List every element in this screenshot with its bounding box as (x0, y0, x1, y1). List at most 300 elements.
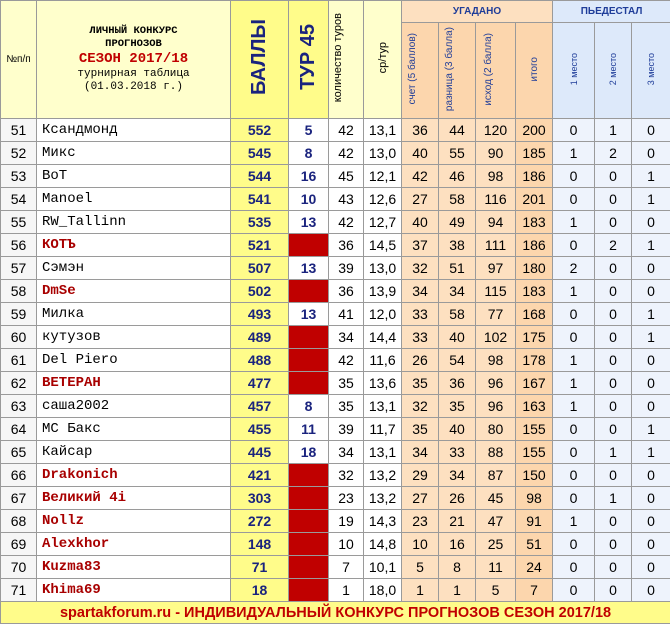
season-label: СЕЗОН 2017/18 (37, 51, 230, 68)
place1-cell: 1 (553, 372, 595, 395)
guessed-score-cell: 1 (402, 579, 439, 602)
tours-count-cell: 35 (329, 372, 364, 395)
guessed-diff-cell: 1 (439, 579, 476, 602)
tour-points-cell (289, 326, 329, 349)
avg-cell: 12,0 (364, 303, 402, 326)
points-cell: 457 (231, 395, 289, 418)
tour-points-cell (289, 579, 329, 602)
place2-cell: 0 (595, 579, 632, 602)
table-row (1, 487, 670, 510)
guessed-total-cell: 150 (516, 464, 553, 487)
tours-count-cell: 10 (329, 533, 364, 556)
guessed-outcome-cell: 116 (476, 188, 516, 211)
tour-points-cell (289, 372, 329, 395)
header-avg: ср/тур (364, 1, 402, 119)
place1-cell: 0 (553, 441, 595, 464)
participant-name: КОТЪ (37, 234, 231, 257)
tours-count-cell: 34 (329, 441, 364, 464)
place2-cell: 0 (595, 556, 632, 579)
points-cell: 489 (231, 326, 289, 349)
place1-cell: 0 (553, 303, 595, 326)
points-cell: 477 (231, 372, 289, 395)
participant-name: Del Piero (37, 349, 231, 372)
header-place2: 2 место (595, 23, 632, 119)
points-cell: 502 (231, 280, 289, 303)
guessed-score-cell: 27 (402, 188, 439, 211)
row-number: 53 (1, 165, 37, 188)
avg-cell: 18,0 (364, 579, 402, 602)
guessed-total-cell: 200 (516, 119, 553, 142)
participant-name: Alexkhor (37, 533, 231, 556)
guessed-score-cell: 26 (402, 349, 439, 372)
place3-cell: 0 (632, 464, 670, 487)
place2-cell: 0 (595, 464, 632, 487)
avg-cell: 14,5 (364, 234, 402, 257)
tours-count-cell: 45 (329, 165, 364, 188)
guessed-total-cell: 167 (516, 372, 553, 395)
place2-cell: 1 (595, 441, 632, 464)
tours-count-cell: 36 (329, 280, 364, 303)
table-row (1, 165, 670, 188)
guessed-diff-cell: 35 (439, 395, 476, 418)
place3-cell: 1 (632, 303, 670, 326)
guessed-diff-cell: 36 (439, 372, 476, 395)
avg-cell: 13,1 (364, 441, 402, 464)
guessed-diff-cell: 40 (439, 326, 476, 349)
guessed-outcome-cell: 96 (476, 395, 516, 418)
place3-cell: 1 (632, 418, 670, 441)
guessed-outcome-cell: 5 (476, 579, 516, 602)
participant-name: ВЕТЕРАН (37, 372, 231, 395)
place3-cell: 0 (632, 257, 670, 280)
guessed-diff-cell: 33 (439, 441, 476, 464)
title-line2: ПРОГНОЗОВ (37, 38, 230, 51)
participant-name: Khima69 (37, 579, 231, 602)
place1-cell: 2 (553, 257, 595, 280)
guessed-total-cell: 155 (516, 418, 553, 441)
guessed-diff-cell: 58 (439, 188, 476, 211)
participant-name: Сэмэн (37, 257, 231, 280)
row-number: 51 (1, 119, 37, 142)
place2-cell: 1 (595, 487, 632, 510)
tour-points-cell: 11 (289, 418, 329, 441)
row-number: 62 (1, 372, 37, 395)
tours-count-cell: 35 (329, 395, 364, 418)
row-number: 71 (1, 579, 37, 602)
tour-points-cell: 18 (289, 441, 329, 464)
participant-name: Kuzma83 (37, 556, 231, 579)
place2-cell: 2 (595, 142, 632, 165)
guessed-outcome-cell: 47 (476, 510, 516, 533)
table-row (1, 579, 670, 602)
points-cell: 272 (231, 510, 289, 533)
place3-cell: 1 (632, 165, 670, 188)
guessed-score-cell: 33 (402, 326, 439, 349)
table-row (1, 234, 670, 257)
points-cell: 541 (231, 188, 289, 211)
place3-cell: 0 (632, 533, 670, 556)
table-row (1, 441, 670, 464)
avg-cell: 13,2 (364, 464, 402, 487)
tour-points-cell (289, 533, 329, 556)
tours-count-cell: 7 (329, 556, 364, 579)
place1-cell: 1 (553, 142, 595, 165)
guessed-total-cell: 98 (516, 487, 553, 510)
place3-cell: 0 (632, 372, 670, 395)
place1-cell: 0 (553, 418, 595, 441)
place3-cell: 1 (632, 234, 670, 257)
avg-cell: 13,1 (364, 119, 402, 142)
tour-points-cell (289, 464, 329, 487)
guessed-diff-cell: 38 (439, 234, 476, 257)
row-number: 64 (1, 418, 37, 441)
participant-name: MC Бакс (37, 418, 231, 441)
guessed-diff-cell: 40 (439, 418, 476, 441)
header-points: БАЛЛЫ (231, 1, 289, 119)
participant-name: Drakonich (37, 464, 231, 487)
place3-cell: 0 (632, 579, 670, 602)
guessed-diff-cell: 21 (439, 510, 476, 533)
guessed-score-cell: 23 (402, 510, 439, 533)
guessed-diff-cell: 46 (439, 165, 476, 188)
row-number: 52 (1, 142, 37, 165)
guessed-outcome-cell: 94 (476, 211, 516, 234)
header-podium: ПЬЕДЕСТАЛ (553, 1, 670, 23)
points-cell: 421 (231, 464, 289, 487)
avg-cell: 14,3 (364, 510, 402, 533)
guessed-outcome-cell: 11 (476, 556, 516, 579)
points-cell: 148 (231, 533, 289, 556)
guessed-outcome-cell: 115 (476, 280, 516, 303)
guessed-outcome-cell: 97 (476, 257, 516, 280)
tour-points-cell (289, 556, 329, 579)
tours-count-cell: 1 (329, 579, 364, 602)
table-date: (01.03.2018 г.) (37, 81, 230, 94)
place2-cell: 0 (595, 326, 632, 349)
participant-name: Великий 4i (37, 487, 231, 510)
avg-cell: 13,9 (364, 280, 402, 303)
place1-cell: 1 (553, 211, 595, 234)
row-number: 67 (1, 487, 37, 510)
guessed-diff-cell: 44 (439, 119, 476, 142)
place2-cell: 0 (595, 280, 632, 303)
guessed-score-cell: 36 (402, 119, 439, 142)
guessed-outcome-cell: 25 (476, 533, 516, 556)
guessed-outcome-cell: 120 (476, 119, 516, 142)
participant-name: Ксандмонд (37, 119, 231, 142)
guessed-total-cell: 186 (516, 165, 553, 188)
guessed-score-cell: 33 (402, 303, 439, 326)
header-guessed: УГАДАНО (402, 1, 553, 23)
table-row (1, 280, 670, 303)
guessed-outcome-cell: 98 (476, 165, 516, 188)
header-tour: ТУР 45 (289, 1, 329, 119)
table-row (1, 211, 670, 234)
guessed-score-cell: 40 (402, 142, 439, 165)
tours-count-cell: 36 (329, 234, 364, 257)
participant-name: саша2002 (37, 395, 231, 418)
participant-name: DmSe (37, 280, 231, 303)
tour-points-cell: 13 (289, 211, 329, 234)
guessed-total-cell: 24 (516, 556, 553, 579)
points-cell: 455 (231, 418, 289, 441)
row-number: 55 (1, 211, 37, 234)
row-number: 61 (1, 349, 37, 372)
table-row (1, 533, 670, 556)
guessed-outcome-cell: 98 (476, 349, 516, 372)
tour-points-cell: 8 (289, 142, 329, 165)
participant-name: Manoel (37, 188, 231, 211)
place1-cell: 0 (553, 326, 595, 349)
row-number: 68 (1, 510, 37, 533)
place2-cell: 0 (595, 418, 632, 441)
guessed-score-cell: 35 (402, 372, 439, 395)
place3-cell: 0 (632, 510, 670, 533)
table-row (1, 556, 670, 579)
avg-cell: 11,7 (364, 418, 402, 441)
place1-cell: 0 (553, 119, 595, 142)
guessed-total-cell: 168 (516, 303, 553, 326)
guessed-score-cell: 32 (402, 257, 439, 280)
guessed-score-cell: 34 (402, 441, 439, 464)
avg-cell: 12,1 (364, 165, 402, 188)
guessed-score-cell: 42 (402, 165, 439, 188)
place3-cell: 0 (632, 487, 670, 510)
place1-cell: 0 (553, 464, 595, 487)
tours-count-cell: 23 (329, 487, 364, 510)
avg-cell: 13,6 (364, 372, 402, 395)
place1-cell: 0 (553, 165, 595, 188)
header-num: №п/п (1, 1, 37, 119)
place1-cell: 0 (553, 234, 595, 257)
guessed-score-cell: 5 (402, 556, 439, 579)
points-cell: 507 (231, 257, 289, 280)
points-cell: 493 (231, 303, 289, 326)
place1-cell: 0 (553, 533, 595, 556)
place2-cell: 1 (595, 119, 632, 142)
place1-cell: 0 (553, 188, 595, 211)
guessed-total-cell: 185 (516, 142, 553, 165)
place1-cell: 0 (553, 556, 595, 579)
avg-cell: 14,4 (364, 326, 402, 349)
table-row (1, 418, 670, 441)
guessed-score-cell: 34 (402, 280, 439, 303)
guessed-total-cell: 178 (516, 349, 553, 372)
row-number: 65 (1, 441, 37, 464)
tour-points-cell (289, 349, 329, 372)
points-cell: 445 (231, 441, 289, 464)
place3-cell: 1 (632, 188, 670, 211)
place3-cell: 1 (632, 326, 670, 349)
guessed-diff-cell: 16 (439, 533, 476, 556)
points-cell: 544 (231, 165, 289, 188)
place3-cell: 0 (632, 395, 670, 418)
guessed-outcome-cell: 90 (476, 142, 516, 165)
header-total-col: итого (516, 23, 553, 119)
guessed-diff-cell: 54 (439, 349, 476, 372)
tour-points-cell (289, 234, 329, 257)
place2-cell: 0 (595, 349, 632, 372)
guessed-total-cell: 201 (516, 188, 553, 211)
avg-cell: 14,8 (364, 533, 402, 556)
guessed-total-cell: 91 (516, 510, 553, 533)
avg-cell: 13,0 (364, 142, 402, 165)
guessed-diff-cell: 34 (439, 280, 476, 303)
table-row (1, 395, 670, 418)
participant-name: Nollz (37, 510, 231, 533)
guessed-diff-cell: 55 (439, 142, 476, 165)
avg-cell: 12,6 (364, 188, 402, 211)
points-cell: 71 (231, 556, 289, 579)
guessed-score-cell: 40 (402, 211, 439, 234)
tours-count-cell: 42 (329, 211, 364, 234)
guessed-diff-cell: 8 (439, 556, 476, 579)
place2-cell: 0 (595, 165, 632, 188)
place1-cell: 1 (553, 349, 595, 372)
header-place1: 1 место (553, 23, 595, 119)
subtitle: турнирная таблица (37, 68, 230, 81)
participant-name: Милка (37, 303, 231, 326)
guessed-outcome-cell: 111 (476, 234, 516, 257)
row-number: 54 (1, 188, 37, 211)
guessed-outcome-cell: 77 (476, 303, 516, 326)
guessed-total-cell: 7 (516, 579, 553, 602)
tour-points-cell: 16 (289, 165, 329, 188)
guessed-outcome-cell: 88 (476, 441, 516, 464)
header-tours-count: количество туров (329, 1, 364, 119)
points-cell: 18 (231, 579, 289, 602)
table-row (1, 142, 670, 165)
tour-points-cell (289, 510, 329, 533)
place2-cell: 2 (595, 234, 632, 257)
tours-count-cell: 42 (329, 349, 364, 372)
place2-cell: 0 (595, 395, 632, 418)
tours-count-cell: 39 (329, 418, 364, 441)
avg-cell: 13,0 (364, 257, 402, 280)
table-row (1, 326, 670, 349)
tour-points-cell: 10 (289, 188, 329, 211)
table-row (1, 510, 670, 533)
participant-name: BoT (37, 165, 231, 188)
guessed-total-cell: 175 (516, 326, 553, 349)
tour-points-cell (289, 280, 329, 303)
place2-cell: 0 (595, 510, 632, 533)
guessed-score-cell: 27 (402, 487, 439, 510)
place1-cell: 0 (553, 487, 595, 510)
tour-points-cell: 13 (289, 257, 329, 280)
guessed-total-cell: 186 (516, 234, 553, 257)
tours-count-cell: 41 (329, 303, 364, 326)
row-number: 57 (1, 257, 37, 280)
place3-cell: 0 (632, 119, 670, 142)
guessed-diff-cell: 49 (439, 211, 476, 234)
guessed-outcome-cell: 102 (476, 326, 516, 349)
header-score-col: счет (5 баллов) (402, 23, 439, 119)
footer-banner: spartakforum.ru - ИНДИВИДУАЛЬНЫЙ КОНКУРС ПРОГНОЗОВ СЕЗОН 2017/18 (1, 602, 670, 624)
header-title (37, 1, 231, 119)
place1-cell: 1 (553, 510, 595, 533)
avg-cell: 11,6 (364, 349, 402, 372)
tours-count-cell: 43 (329, 188, 364, 211)
row-number: 70 (1, 556, 37, 579)
tours-count-cell: 32 (329, 464, 364, 487)
participant-name: кутузов (37, 326, 231, 349)
header-outcome-col: исход (2 балла) (476, 23, 516, 119)
points-cell: 545 (231, 142, 289, 165)
tour-points-cell (289, 487, 329, 510)
points-cell: 535 (231, 211, 289, 234)
place2-cell: 0 (595, 372, 632, 395)
place3-cell: 0 (632, 211, 670, 234)
row-number: 59 (1, 303, 37, 326)
place2-cell: 0 (595, 257, 632, 280)
avg-cell: 13,1 (364, 395, 402, 418)
place3-cell: 0 (632, 349, 670, 372)
row-number: 58 (1, 280, 37, 303)
participant-name: Микс (37, 142, 231, 165)
table-row (1, 188, 670, 211)
tour-points-cell: 8 (289, 395, 329, 418)
guessed-outcome-cell: 80 (476, 418, 516, 441)
guessed-outcome-cell: 45 (476, 487, 516, 510)
row-number: 56 (1, 234, 37, 257)
participant-name: Кайсар (37, 441, 231, 464)
guessed-diff-cell: 51 (439, 257, 476, 280)
row-number: 66 (1, 464, 37, 487)
guessed-total-cell: 163 (516, 395, 553, 418)
standings-rows (1, 119, 670, 602)
title-line1: ЛИЧНЫЙ КОНКУРС (37, 25, 230, 38)
table-row (1, 119, 670, 142)
tours-count-cell: 19 (329, 510, 364, 533)
participant-name: RW_Tallinn (37, 211, 231, 234)
table-row (1, 257, 670, 280)
tour-points-cell: 5 (289, 119, 329, 142)
guessed-outcome-cell: 87 (476, 464, 516, 487)
place3-cell: 1 (632, 441, 670, 464)
guessed-score-cell: 10 (402, 533, 439, 556)
place1-cell: 1 (553, 395, 595, 418)
place2-cell: 0 (595, 533, 632, 556)
tours-count-cell: 39 (329, 257, 364, 280)
guessed-total-cell: 183 (516, 211, 553, 234)
guessed-total-cell: 155 (516, 441, 553, 464)
place3-cell: 0 (632, 142, 670, 165)
avg-cell: 13,2 (364, 487, 402, 510)
place1-cell: 0 (553, 579, 595, 602)
row-number: 63 (1, 395, 37, 418)
guessed-score-cell: 37 (402, 234, 439, 257)
guessed-total-cell: 180 (516, 257, 553, 280)
avg-cell: 12,7 (364, 211, 402, 234)
place2-cell: 0 (595, 303, 632, 326)
place3-cell: 0 (632, 280, 670, 303)
guessed-diff-cell: 34 (439, 464, 476, 487)
tours-count-cell: 42 (329, 119, 364, 142)
guessed-score-cell: 35 (402, 418, 439, 441)
guessed-score-cell: 32 (402, 395, 439, 418)
guessed-total-cell: 183 (516, 280, 553, 303)
points-cell: 488 (231, 349, 289, 372)
guessed-diff-cell: 58 (439, 303, 476, 326)
place2-cell: 0 (595, 211, 632, 234)
points-cell: 303 (231, 487, 289, 510)
guessed-diff-cell: 26 (439, 487, 476, 510)
table-row (1, 303, 670, 326)
tours-count-cell: 42 (329, 142, 364, 165)
points-cell: 521 (231, 234, 289, 257)
table-row (1, 464, 670, 487)
